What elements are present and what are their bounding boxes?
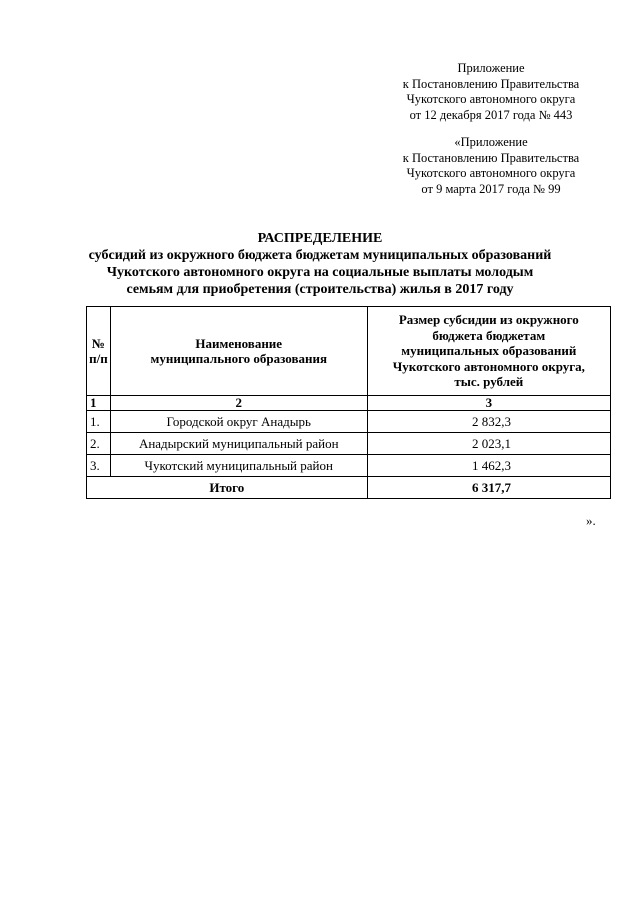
header-amount [367, 307, 610, 396]
row-name: Анадырский муниципальный район [110, 433, 367, 455]
table-row [87, 455, 611, 477]
header-text: бюджета бюджетам [432, 327, 546, 343]
header-text: муниципального образования [150, 351, 327, 366]
row-name: Чукотский муниципальный район [110, 455, 367, 477]
appendix-line: Чукотского автономного округа [406, 166, 576, 180]
table-row [87, 411, 611, 433]
row-amount: 2 832,3 [367, 411, 610, 433]
total-label: Итого [87, 477, 368, 499]
appendix-line: Приложение [457, 61, 525, 75]
header-text: Чукотского автономного округа, [392, 358, 585, 374]
header-number [87, 307, 111, 396]
appendix-line: от 12 декабря 2017 года № 443 [409, 107, 573, 122]
title-line: семьям для приобретения (строительства) жилья в 2017 году [126, 282, 514, 297]
title-line: субсидий из окружного бюджета бюджетам муниципальных образований [88, 248, 552, 263]
header-text: № [91, 335, 105, 351]
header-name [110, 307, 367, 396]
table-row [87, 433, 611, 455]
header-text: Наименование [195, 335, 283, 351]
row-amount: 2 023,1 [367, 433, 610, 455]
total-amount: 6 317,7 [367, 477, 610, 499]
closing-quote: ». [586, 513, 596, 528]
subsidy-table [86, 306, 611, 499]
appendix-line: к Постановлению Правительства [402, 150, 580, 165]
appendix-header-current [380, 61, 602, 123]
row-number: 3. [87, 455, 111, 477]
header-text: тыс. рублей [454, 374, 524, 390]
header-text: муниципальных образований [401, 343, 577, 359]
appendix-line: от 9 марта 2017 года № 99 [421, 181, 561, 196]
column-number: 1 [87, 396, 111, 411]
appendix-header-original [380, 135, 602, 197]
appendix-line: «Приложение [454, 135, 528, 149]
title-heading: РАСПРЕДЕЛЕНИЕ [257, 231, 383, 246]
appendix-line: к Постановлению Правительства [402, 76, 580, 91]
header-text: п/п [89, 351, 108, 366]
column-number-row [87, 396, 611, 411]
table-header-row [87, 307, 611, 396]
total-row [87, 477, 611, 499]
column-number: 2 [110, 396, 367, 411]
title-line: Чукотского автономного округа на социальные выплаты молодым [106, 265, 534, 280]
column-number: 3 [367, 396, 610, 411]
row-number: 1. [87, 411, 111, 433]
document-title [40, 230, 600, 298]
row-name: Городской округ Анадырь [110, 411, 367, 433]
appendix-line: Чукотского автономного округа [406, 92, 576, 106]
header-text: Размер субсидии из окружного [398, 312, 579, 328]
row-number: 2. [87, 433, 111, 455]
row-amount: 1 462,3 [367, 455, 610, 477]
